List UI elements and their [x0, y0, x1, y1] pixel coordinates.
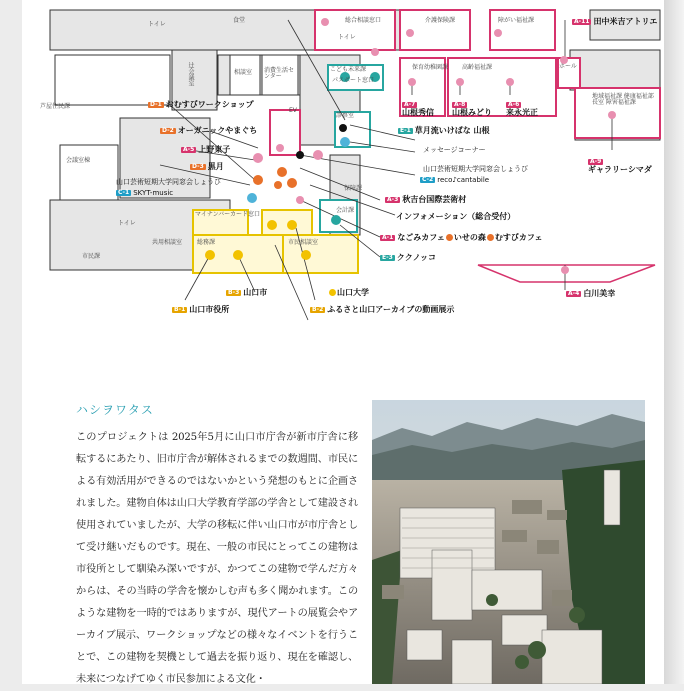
- label-a3: [385, 196, 466, 204]
- label-shoubi: [423, 166, 528, 173]
- label-e1: [398, 127, 490, 135]
- badge-a8: A-8: [454, 100, 466, 108]
- label-d2-text: オーガニックやまぐち: [177, 126, 258, 135]
- badge-a6: A-6: [508, 100, 520, 108]
- room-hosho: 保障課: [344, 185, 363, 192]
- room-sogo-sodan: 総合相談窓口: [345, 17, 382, 24]
- map-dot-a: [506, 78, 514, 86]
- room-kaigi: 会議室棟: [66, 157, 91, 164]
- map-dot-a: [276, 144, 284, 152]
- label-a9: [588, 158, 652, 174]
- room-ashiya: 芦屋住民課: [40, 103, 71, 110]
- label-a1: [380, 234, 543, 242]
- label-message-text: メッセージコーナー: [423, 146, 486, 154]
- label-yamadai: [328, 289, 369, 297]
- isenomori-dot: [446, 234, 453, 241]
- room-ev: EV: [289, 107, 297, 114]
- badge-e3: E-3: [382, 253, 393, 261]
- map-dot-a: [313, 150, 323, 160]
- map-dot-a: [608, 111, 616, 119]
- map-dot-d: [277, 167, 287, 177]
- label-c1-text: SKYT-music: [133, 189, 174, 197]
- label-c2-text: reco♪cantabile: [437, 176, 490, 184]
- label-e1-text: 草月流いけばな 山根: [414, 126, 490, 135]
- label-b2: [310, 306, 454, 314]
- badge-c1: C-1: [118, 189, 130, 196]
- badge-a3: A-3: [387, 195, 399, 203]
- map-dot-b: [287, 220, 297, 230]
- map-dot-c: [340, 137, 350, 147]
- label-b2-text: ふるさと山口アーカイブの動画展示: [327, 305, 455, 314]
- room-passport: パスポート窓口: [332, 77, 375, 84]
- room-toire1: トイレ: [148, 21, 166, 28]
- map-dot-d: [287, 178, 297, 188]
- label-a3-text: 秋吉台国際芸術村: [402, 195, 467, 204]
- label-d3-text: 黒月: [207, 162, 224, 171]
- label-a11: [572, 18, 657, 26]
- label-isenomori-text: いせの森: [453, 233, 486, 242]
- yamadai-dot: [329, 289, 336, 296]
- room-shohiseikatsu: 消費生活センター: [264, 67, 295, 80]
- room-shiminsodan: 市民相談室: [288, 239, 319, 246]
- label-d1-text: おむすびワークショップ: [165, 100, 254, 109]
- map-east-annex: [570, 50, 660, 90]
- map-dot-d: [274, 181, 282, 189]
- map-dot-info: [296, 151, 304, 159]
- room-kaikei: 会計課: [336, 207, 355, 214]
- label-a11-text: 田中米吉アトリエ: [593, 17, 658, 26]
- map-dot-b: [267, 220, 277, 230]
- badge-e1: E-1: [400, 126, 411, 134]
- room-shimin: 市民課: [82, 253, 101, 260]
- map-dot-b: [233, 250, 243, 260]
- badge-a11: A-11: [574, 17, 590, 25]
- label-d2: [160, 127, 257, 135]
- room-shogai: 障がい福祉課: [498, 17, 535, 24]
- article-heading: ハシヲワタス: [76, 403, 154, 417]
- badge-a1: A-1: [382, 233, 394, 241]
- room-koureifukushi: 高齢福祉課: [462, 64, 493, 71]
- room-toire2: トイレ: [338, 34, 356, 41]
- room-horon: ホール: [559, 63, 577, 70]
- label-d3: [190, 163, 224, 171]
- room-shinsatsu: 診察室: [336, 112, 355, 119]
- map-dot-a: [561, 266, 569, 274]
- label-a7: [402, 101, 434, 117]
- map-dot-a: [406, 29, 414, 37]
- map-dot-b: [301, 250, 311, 260]
- label-b1-text: 山口市役所: [189, 305, 230, 314]
- label-a4: [566, 290, 615, 298]
- musubi-dot: [487, 234, 494, 241]
- badge-a9: A-9: [590, 157, 602, 165]
- label-a7-text: 山根秀信: [402, 108, 434, 117]
- map-dot-a: [321, 18, 329, 26]
- label-musubi-text: むすびカフェ: [494, 233, 543, 242]
- room-toire3: トイレ: [118, 220, 136, 227]
- map-room-pink-8: [270, 107, 300, 155]
- badge-b2: B-2: [312, 305, 324, 313]
- map-room-pink-1: [315, 10, 395, 50]
- room-kaigo: 介護保険課: [425, 17, 456, 24]
- article-body: [76, 427, 358, 691]
- label-shoubi-text: 山口芸術短期大学同窓会しょうび: [423, 165, 528, 173]
- room-hoiku: 保育幼稚園課: [412, 64, 449, 71]
- room-kodomo: こども未来課: [330, 66, 367, 73]
- aerial-city-photo: [372, 400, 645, 684]
- room-shokudo: 食堂: [233, 17, 246, 24]
- badge-a4: A-4: [568, 289, 580, 297]
- map-dot-d: [253, 175, 263, 185]
- room-tsuji: 辻会議室: [187, 62, 194, 86]
- article-paragraph: このプロジェクトは 2025年5月に山口市庁舎が新市庁舎に移転するにあたり、旧市庁舎が解体されるまでの数週間、市民による有効活用ができるのではないかという発想のもとに企画されました。建物自体は山口大学教育学部の学舎として建設され使用されていましたが、大学の移転に伴い山口市が市庁舎として受け継いだものです。現在、一般の市民にとってこの建物は市役所として馴染み深いですが、かつてこの建物で学んだ方々からは、その当時の学舎を懐かしむ声も多く聞かれます。このような建物を一時的ではありますが、現代アートの展覧会やアーカイブ展示、ワークショップなどの様々なイベントを行うことで、この建物を契機として過去を振り返り、現在を確認し、未来につなげてゆく市民参加による文化・: [76, 432, 358, 685]
- badge-d1: D-1: [150, 100, 162, 108]
- badge-b1: B-1: [174, 305, 186, 313]
- label-info-text: インフォメーション（総合受付）: [396, 212, 516, 221]
- label-a9-text: ギャラリーシマダ: [588, 165, 652, 174]
- label-message: [423, 147, 486, 154]
- label-b3: [226, 289, 267, 297]
- label-c1: [116, 190, 173, 197]
- label-a6-text: 来永光正: [506, 108, 538, 117]
- label-a6: [506, 101, 538, 117]
- label-a8-text: 山根みどり: [452, 108, 492, 117]
- map-dot-a: [253, 153, 263, 163]
- badge-d2: D-2: [162, 126, 174, 134]
- map-dot-a: [408, 78, 416, 86]
- badge-a5: A-5: [183, 145, 195, 153]
- map-dot-b: [205, 250, 215, 260]
- map-dot-a: [494, 29, 502, 37]
- label-b3-text: 山口市: [243, 288, 268, 297]
- map-dot-message: [339, 124, 347, 132]
- map-dot-c: [247, 193, 257, 203]
- label-shoubi-2-text: 山口芸術短期大学同窓会しょうび: [116, 178, 221, 186]
- label-b1: [172, 306, 229, 314]
- badge-a7: A-7: [404, 100, 416, 108]
- map-dot-a: [456, 78, 464, 86]
- map-dot-a: [371, 48, 379, 56]
- room-chiiki: 地域福祉課 健康福祉部長室 障害福祉課: [592, 93, 654, 106]
- map-conference-hall: [60, 145, 118, 200]
- map-dot-e: [331, 215, 341, 225]
- badge-d3: D-3: [192, 162, 204, 170]
- label-e3: [380, 254, 436, 262]
- label-c2: [420, 177, 489, 184]
- label-a1-text: なごみカフェ: [397, 233, 445, 242]
- map-west-hall: [55, 55, 170, 105]
- label-a5-text: 上野東子: [198, 145, 231, 154]
- room-kyoudou: 共用相談室: [152, 239, 183, 246]
- label-shoubi-2: [116, 179, 221, 186]
- label-info: [396, 213, 515, 221]
- label-e3-text: ククノッコ: [396, 253, 437, 262]
- label-yamadai-text: 山口大学: [337, 288, 369, 297]
- map-dot-a: [296, 196, 304, 204]
- room-soudan: 相談室: [234, 69, 253, 76]
- badge-b3: B-3: [228, 288, 240, 296]
- label-a5: [181, 146, 230, 154]
- floor-map: [0, 0, 684, 330]
- room-mynumber: マイナンバーカード窓口: [195, 211, 261, 218]
- label-a8: [452, 101, 492, 117]
- label-d1: [148, 101, 254, 109]
- badge-c2: C-2: [422, 176, 434, 183]
- room-somu: 総務課: [197, 239, 216, 246]
- label-a4-text: 白川美幸: [583, 289, 616, 298]
